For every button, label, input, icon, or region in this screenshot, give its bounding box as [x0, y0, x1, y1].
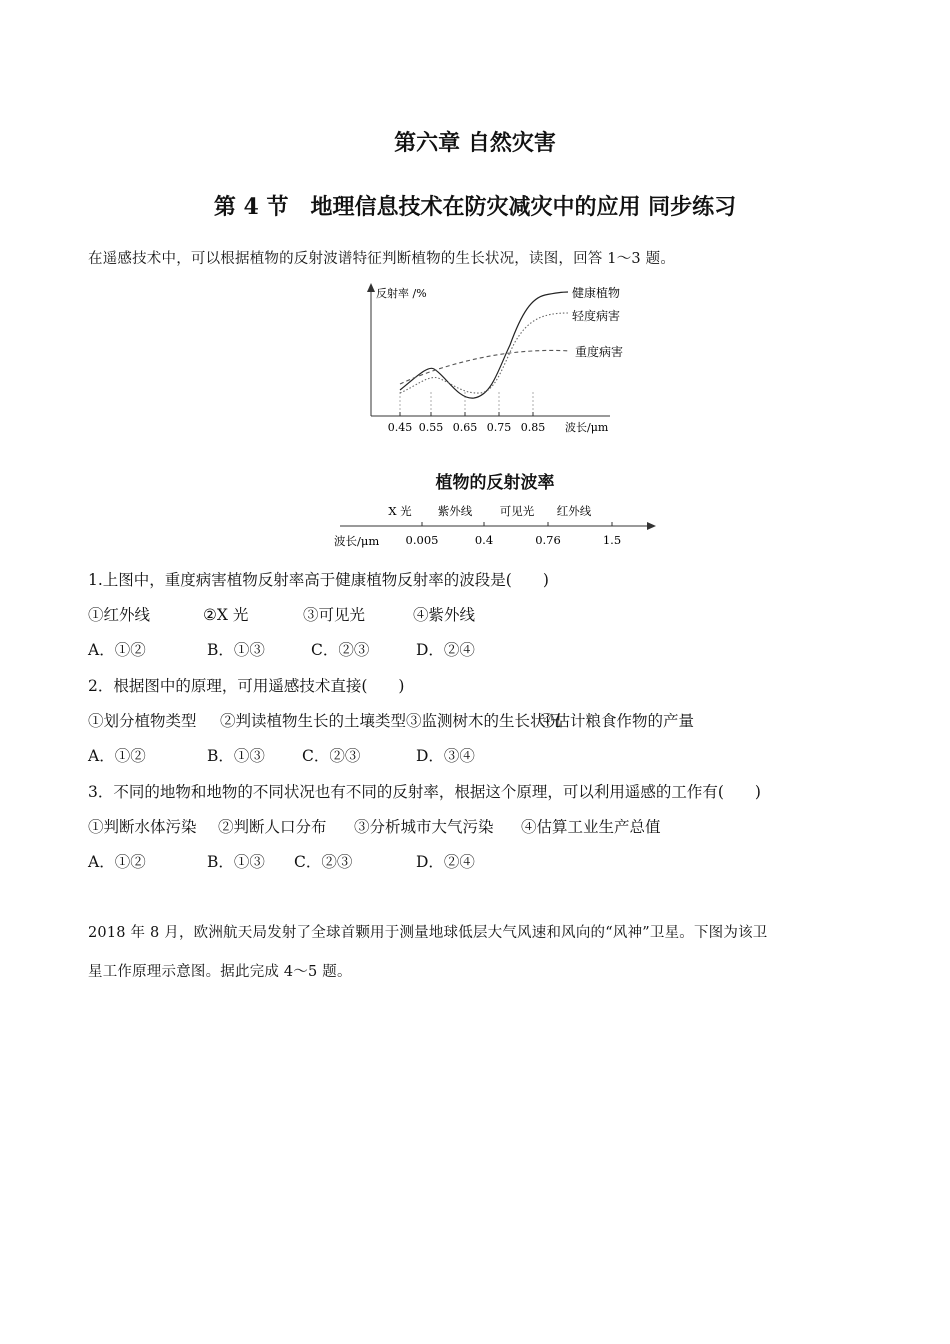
x-tick-label: 0.55 [418, 421, 444, 434]
y-axis-label: 反射率 /% [376, 287, 427, 300]
intro-paragraph-2-line-2: 星工作原理示意图。据此完成 4～5 题。 [88, 964, 352, 980]
question-item: ②X 光 [203, 606, 249, 624]
question-item: ①判断水体污染 [88, 818, 197, 836]
x-tick-label: 0.75 [486, 421, 512, 434]
answer-choice[interactable]: D．②④ [416, 853, 475, 871]
answer-choice[interactable]: D．②④ [416, 641, 475, 659]
question-item: ③监测树木的生长状况 [406, 712, 562, 730]
series-severe-line [400, 350, 570, 384]
band-label: 红外线 [556, 504, 592, 518]
answer-choice[interactable]: A．①② [88, 641, 146, 659]
spectrum-axis-label: 波长/μm [334, 534, 380, 548]
answer-choice[interactable]: B．①③ [207, 853, 265, 871]
question-3-items [88, 815, 661, 837]
x-ticks [400, 412, 533, 416]
spectrum-tick-label: 1.5 [602, 533, 622, 547]
spectrum-tick-label: 0.005 [405, 533, 439, 547]
chapter-title: 第六章 自然灾害 [394, 130, 556, 156]
answer-choice[interactable]: C．②③ [302, 747, 361, 765]
legend-mild: 轻度病害 [572, 309, 621, 323]
x-axis-label: 波长/μm [565, 421, 609, 434]
answer-choice[interactable]: C．②③ [311, 641, 370, 659]
question-item: ①划分植物类型 [88, 712, 197, 730]
question-item: ②判读植物生长的土壤类型 [220, 712, 407, 730]
legend-healthy: 健康植物 [572, 286, 621, 300]
answer-choice[interactable]: C．②③ [294, 853, 353, 871]
answer-choice[interactable]: B．①③ [207, 747, 265, 765]
question-3-stem: 3．不同的地物和地物的不同状况也有不同的反射率，根据这个原理，可以利用遥感的工作有( ) [88, 783, 761, 801]
spectrum-arrow [647, 522, 656, 530]
spectrum-ticks [422, 522, 612, 526]
answer-choice[interactable]: B．①③ [207, 641, 265, 659]
answer-choice[interactable]: D．③④ [416, 747, 475, 765]
answer-choice[interactable]: A．①② [88, 853, 146, 871]
y-axis-arrow [367, 283, 375, 292]
question-item: ③分析城市大气污染 [354, 818, 494, 836]
question-2-items [88, 709, 694, 731]
question-item: ④估算工业生产总值 [521, 818, 661, 836]
band-label: 紫外线 [437, 504, 473, 518]
question-1-items [88, 603, 475, 625]
question-item: ④估计粮食作物的产量 [539, 712, 695, 730]
section-title: 第 4 节 地理信息技术在防灾减灾中的应用 同步练习 [213, 194, 737, 220]
question-item: ①红外线 [88, 606, 151, 624]
question-1-choices [88, 638, 475, 660]
question-2-stem: 2．根据图中的原理，可用遥感技术直接( ) [88, 677, 405, 695]
band-label: X 光 [388, 504, 412, 518]
band-label: 可见光 [499, 504, 535, 518]
intro-paragraph: 在遥感技术中，可以根据植物的反射波谱特征判断植物的生长状况，读图，回答 1～3 题。 [88, 251, 676, 267]
x-tick-label: 0.85 [520, 421, 546, 434]
question-3-choices [88, 850, 475, 872]
question-2-choices [88, 744, 475, 766]
question-1-stem: 1.上图中，重度病害植物反射率高于健康植物反射率的波段是( ) [88, 571, 549, 589]
series-healthy-line [400, 292, 568, 398]
series-mild-line [400, 313, 568, 393]
x-tick-label: 0.65 [452, 421, 478, 434]
question-item: ③可见光 [303, 606, 366, 624]
reflectance-chart [340, 278, 660, 438]
spectrum-tick-label: 0.4 [474, 533, 494, 547]
answer-choice[interactable]: A．①② [88, 747, 146, 765]
spectrum-tick-label: 0.76 [535, 533, 561, 547]
intro-paragraph-2-line-1: 2018 年 8 月，欧洲航天局发射了全球首颗用于测量地球低层大气风速和风向的“风神”卫星。下图为该卫 [88, 925, 768, 941]
chart-title: 植物的反射波率 [435, 473, 555, 493]
question-item: ②判断人口分布 [218, 818, 327, 836]
x-tick-label: 0.45 [387, 421, 413, 434]
spectrum-axis [328, 498, 663, 552]
question-item: ④紫外线 [413, 606, 476, 624]
legend-severe: 重度病害 [575, 345, 624, 359]
